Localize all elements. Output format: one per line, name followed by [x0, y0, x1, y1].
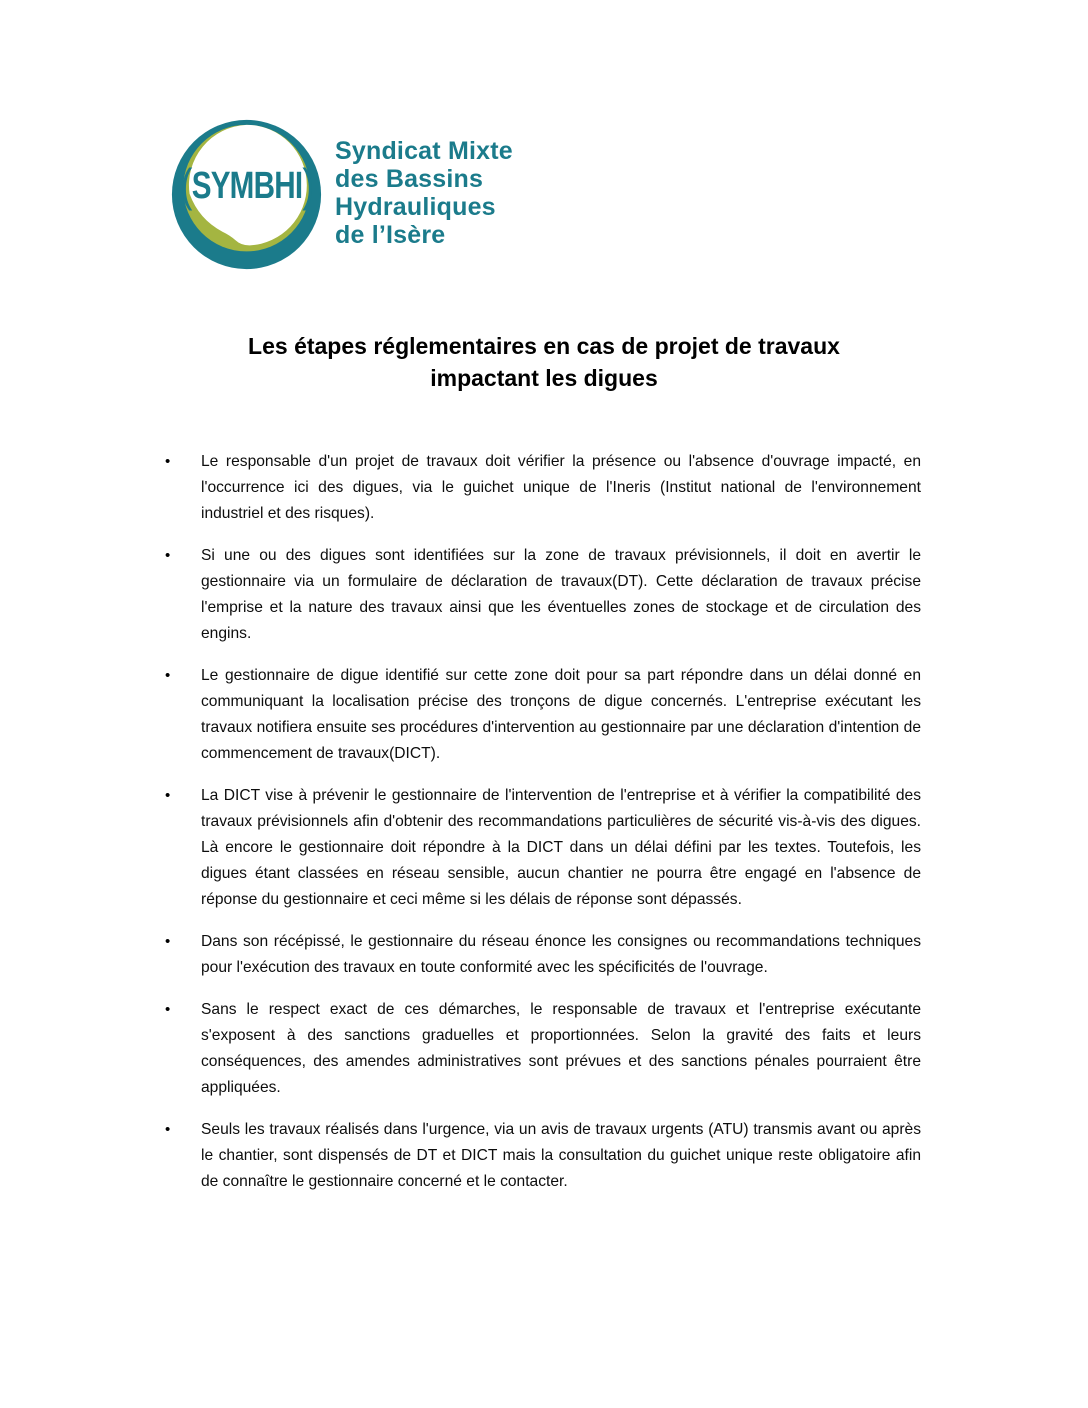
organization-name-line: des Bassins	[335, 165, 484, 193]
logo-header	[168, 116, 513, 273]
bullet-marker-icon: •	[165, 453, 171, 470]
bullet-marker-icon: •	[165, 547, 171, 564]
page-title-line-2: impactant les digues	[430, 365, 658, 391]
organization-name	[335, 137, 513, 249]
logo-paren-left-icon: (	[180, 159, 192, 212]
list-item	[163, 929, 921, 981]
bullet-marker-icon: •	[165, 787, 171, 804]
bullet-text: Si une ou des digues sont identifiées sur la zone de travaux prévisionnels, il doit en avertir le gestionnaire via un formulaire de déclaration de travaux(DT). Cette déclaration de travaux précise l'emprise et la nature des travaux ainsi que les éventuelles zones de stockage et de circulation des engins.	[201, 547, 921, 642]
list-item	[163, 1117, 921, 1195]
bullet-text: Le gestionnaire de digue identifié sur cette zone doit pour sa part répondre dans un délai donné en communiquant la localisation précise des tronçons de digue concernés. L'entreprise exécutant les travaux notifiera ensuite ses procédures d'intervention au gestionnaire par une déclaration d'intention de commencement de travaux(DICT).	[201, 667, 921, 762]
list-item	[163, 783, 921, 913]
list-item	[163, 997, 921, 1101]
bullet-marker-icon: •	[165, 1121, 171, 1138]
bullet-list	[163, 449, 921, 1211]
bullet-text: Sans le respect exact de ces démarches, le responsable de travaux et l'entreprise exécutante s'exposent à des sanctions graduelles et proportionnées. Selon la gravité des faits et leurs conséquences, des amendes administratives sont prévues et des sanctions pénales pourraient être appliquées.	[201, 1001, 921, 1096]
page-title-line-1: Les étapes réglementaires en cas de projet de travaux	[248, 333, 840, 359]
list-item	[163, 449, 921, 527]
bullet-text: Seuls les travaux réalisés dans l'urgence, via un avis de travaux urgents (ATU) transmis avant ou après le chantier, sont dispensés de DT et DICT mais la consultation du guichet unique reste obligatoire afin de connaître le gestionnaire concerné et le contacter.	[201, 1121, 921, 1190]
organization-name-line: de l’Isère	[335, 221, 446, 249]
bullet-marker-icon: •	[165, 933, 171, 950]
logo-mark-text	[180, 158, 313, 212]
list-item	[163, 663, 921, 767]
bullet-marker-icon: •	[165, 667, 171, 684]
bullet-marker-icon: •	[165, 1001, 171, 1018]
list-item	[163, 543, 921, 647]
organization-name-line: Hydrauliques	[335, 193, 496, 221]
logo-acronym: SYMBHI	[191, 165, 302, 208]
logo-paren-right-icon: )	[301, 159, 313, 212]
organization-name-line: Syndicat Mixte	[335, 137, 513, 165]
page-title	[179, 330, 909, 394]
bullet-text: La DICT vise à prévenir le gestionnaire de l'intervention de l'entreprise et à vérifier la compatibilité des travaux prévisionnels afin d'obtenir des recommandations particulières de sécurité vis-à-vis des digues. Là encore le gestionnaire doit répondre à la DICT dans un délai défini par les textes. Toutefois, les digues étant classées en réseau sensible, aucun chantier ne pourra être engagé en l'absence de réponse du gestionnaire et ceci même si les délais de réponse sont dépassés.	[201, 787, 921, 908]
symbhi-logo-icon	[168, 116, 325, 273]
bullet-text: Dans son récépissé, le gestionnaire du réseau énonce les consignes ou recommandations techniques pour l'exécution des travaux en toute conformité avec les spécificités de l'ouvrage.	[201, 933, 921, 976]
bullet-text: Le responsable d'un projet de travaux doit vérifier la présence ou l'absence d'ouvrage impacté, en l'occurrence ici des digues, via le guichet unique de l'Ineris (Institut national de l'environnement industriel et des risques).	[201, 453, 921, 522]
